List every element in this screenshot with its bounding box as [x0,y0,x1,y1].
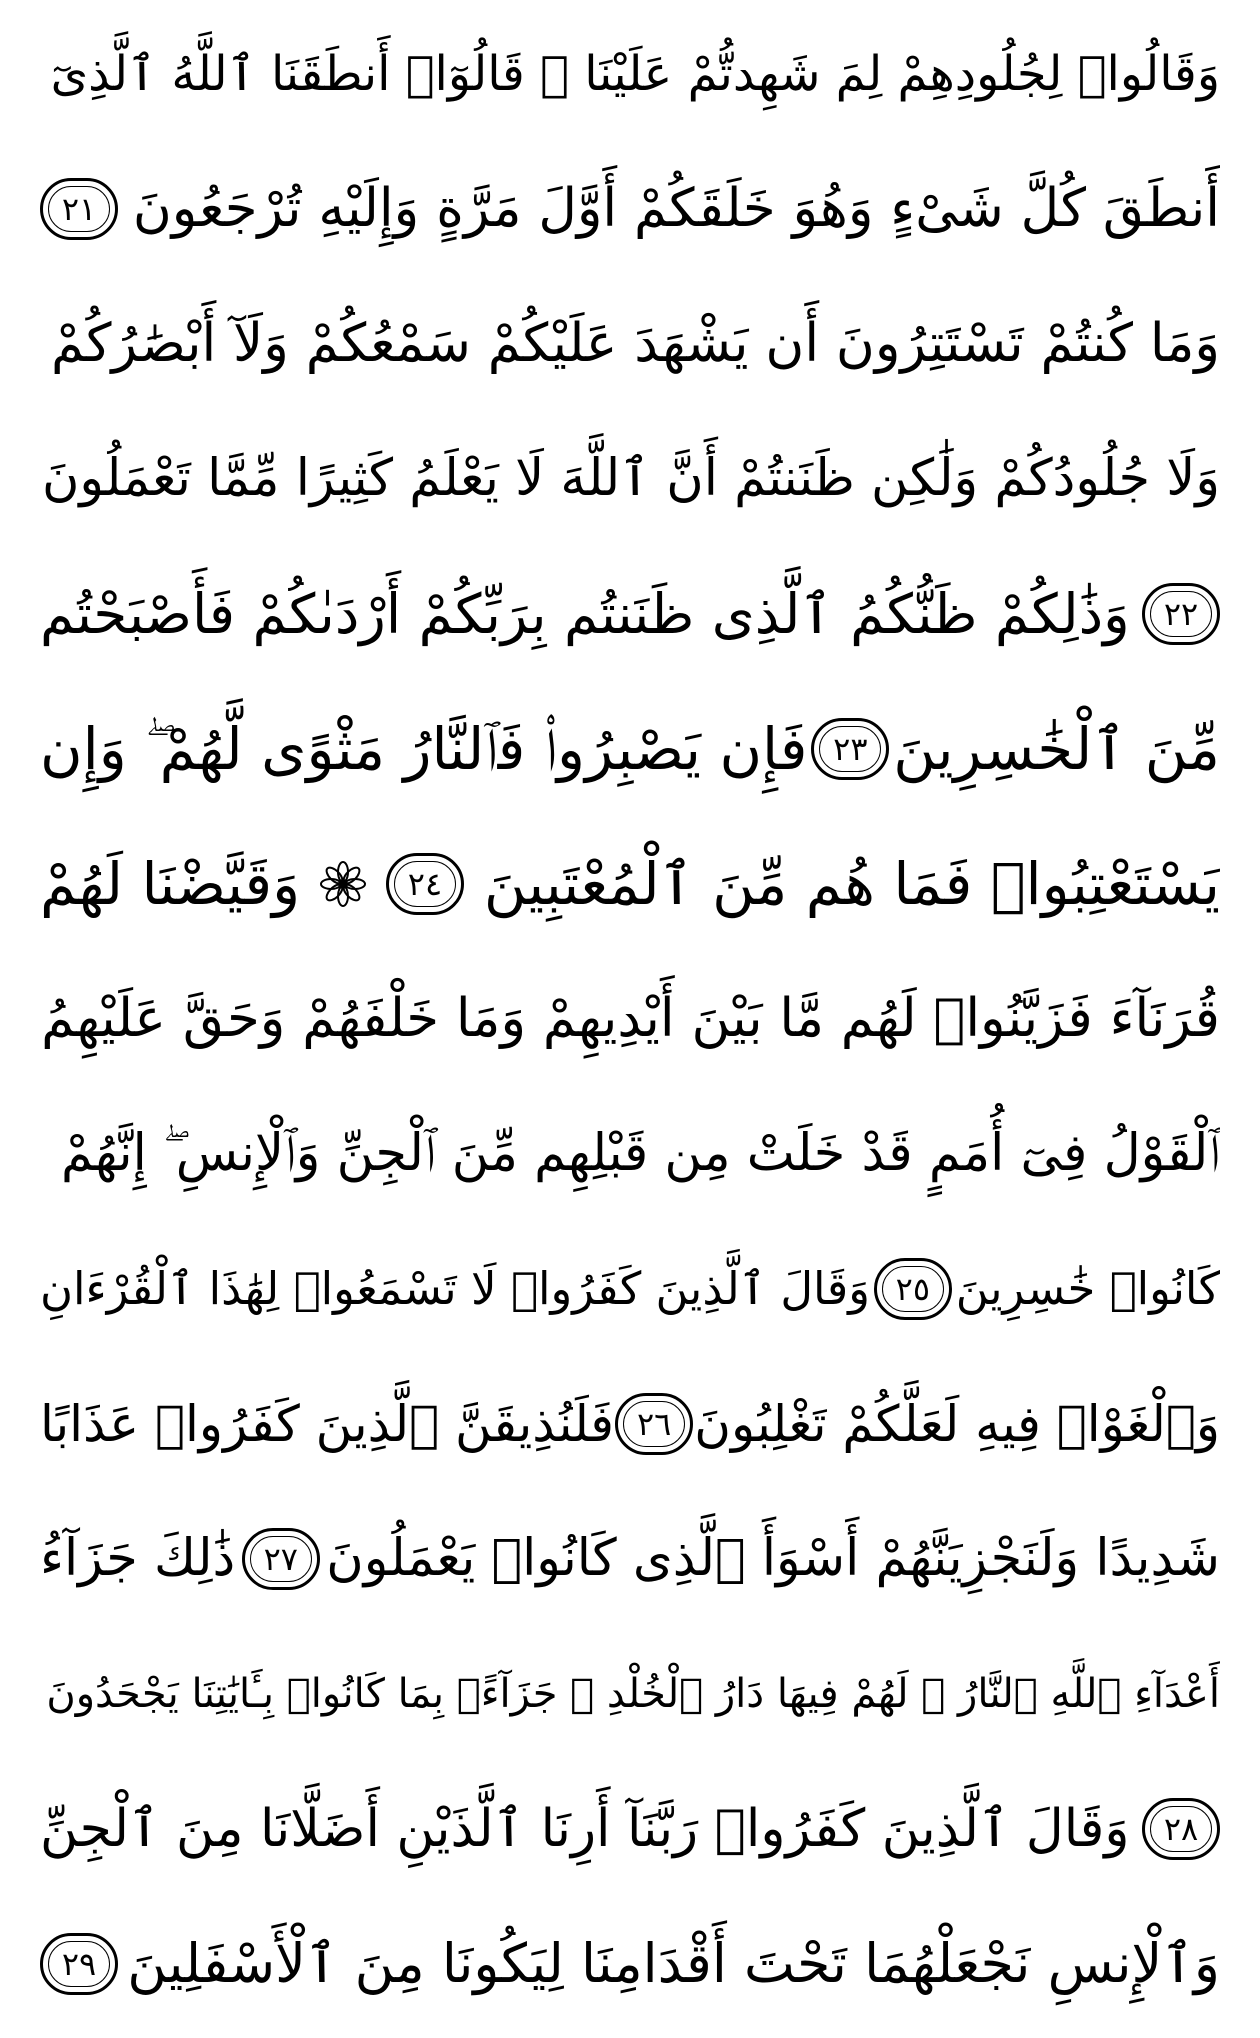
text-line [40,554,1220,674]
verse-text: وَقَالَ ٱلَّذِينَ كَفَرُوا۟ لَا تَسْمَعُوا۟ لِهَٰذَا ٱلْقُرْءَانِ [40,1262,870,1315]
ayah-number-marker [40,1933,118,1995]
ayah-number-marker [40,178,118,240]
verse-text: وَٱلْإِنسِ نَجْعَلْهُمَا تَحْتَ أَقْدَامِنَا لِيَكُونَا مِنَ ٱلْأَسْفَلِينَ [127,1932,1220,1995]
text-line [40,689,1220,809]
text-line [40,959,1220,1079]
ayah-number: ٢٤ [407,865,443,903]
verse-text: وَقَيَّضْنَا لَهُمْ [40,850,301,918]
verse-text: أَنطَقَ كُلَّ شَىْءٍ وَهُوَ خَلَقَكُمْ أَوَّلَ مَرَّةٍ وَإِلَيْهِ تُرْجَعُونَ [132,178,1220,239]
ayah-number-marker [615,1393,693,1455]
ayah-number: ٢٩ [61,1945,97,1983]
text-line [40,1769,1220,1889]
verse-text: يَسْتَعْتِبُوا۟ فَمَا هُم مِّنَ ٱلْمُعْتَبِينَ [483,850,1220,918]
text-lines [40,14,1220,2024]
ayah-number-marker [242,1528,320,1590]
ayah-number-marker [874,1258,952,1320]
text-line [40,1904,1220,2024]
verse-text: ذَٰلِكَ جَزَآءُ [40,1529,236,1588]
verse-text: وَقَالَ ٱلَّذِينَ كَفَرُوا۟ رَبَّنَآ أَرِنَا ٱلَّذَيْنِ أَضَلَّانَا مِنَ ٱلْجِنِّ [40,1799,1130,1859]
verse-text: ٱلْقَوْلُ فِىٓ أُمَمٍ قَدْ خَلَتْ مِن قَبْلِهِم مِّنَ ٱلْجِنِّ وَٱلْإِنسِ ۖ إِنَّهُمْ [60,1124,1220,1183]
text-line [40,284,1220,404]
ayah-number-marker [1142,583,1220,645]
verse-text: مِّنَ ٱلْخَٰسِرِينَ [893,715,1220,783]
ayah-number: ٢٣ [833,730,868,768]
text-line [40,149,1220,269]
text-line [40,1499,1220,1619]
ayah-number-marker [1142,1798,1220,1860]
ayah-number: ٢٨ [1163,1810,1199,1848]
hizb-flower-icon [320,861,366,907]
ayah-number: ٢٢ [1163,595,1199,633]
verse-text: فَلَنُذِيقَنَّ ٱلَّذِينَ كَفَرُوا۟ عَذَابًا [40,1395,615,1453]
ayah-number: ٢٥ [895,1270,931,1308]
verse-text: وَلَا جُلُودُكُمْ وَلَٰكِن ظَنَنتُمْ أَنَّ ٱللَّهَ لَا يَعْلَمُ كَثِيرًا مِّمَّا تَعْمَلُونَ [41,449,1220,508]
ayah-number-marker [811,718,889,780]
verse-text: أَعْدَآءِ ٱللَّهِ ٱلنَّارُ ۖ لَهُمْ فِيهَا دَارُ ٱلْخُلْدِ ۖ جَزَآءًۢ بِمَا كَانُوا۟ بِـَٔايَٰتِنَا يَجْحَدُونَ [46,1671,1220,1717]
text-line [40,1229,1220,1349]
ayah-number-marker [386,853,464,915]
ayah-number: ٢٦ [636,1405,672,1443]
verse-text: وَقَالُوا۟ لِجُلُودِهِمْ لِمَ شَهِدتُّمْ عَلَيْنَا ۖ قَالُوٓا۟ أَنطَقَنَا ٱللَّهُ ٱلَّذِىٓ [50,46,1220,102]
text-line [40,824,1220,944]
text-line [40,1364,1220,1484]
verse-text: فَإِن يَصْبِرُوا۟ فَٱلنَّارُ مَثْوًى لَّهُمْ ۖ وَإِن [40,715,808,783]
ayah-number: ٢١ [61,190,97,228]
verse-text: قُرَنَآءَ فَزَيَّنُوا۟ لَهُم مَّا بَيْنَ أَيْدِيهِمْ وَمَا خَلْفَهُمْ وَحَقَّ عَلَيْهِمُ [41,988,1220,1049]
text-line [40,419,1220,539]
verse-text: وَمَا كُنتُمْ تَسْتَتِرُونَ أَن يَشْهَدَ عَلَيْكُمْ سَمْعُكُمْ وَلَآ أَبْصَٰرُكُمْ [51,313,1220,374]
text-line [40,14,1220,134]
verse-text: وَذَٰلِكُمْ ظَنُّكُمُ ٱلَّذِى ظَنَنتُم بِرَبِّكُمْ أَرْدَىٰكُمْ فَأَصْبَحْتُم [40,582,1130,646]
verse-text: وَٱلْغَوْا۟ فِيهِ لَعَلَّكُمْ تَغْلِبُونَ [694,1395,1220,1453]
verse-text: كَانُوا۟ خَٰسِرِينَ [955,1262,1220,1315]
text-line [40,1634,1220,1754]
verse-text: شَدِيدًا وَلَنَجْزِيَنَّهُمْ أَسْوَأَ ٱلَّذِى كَانُوا۟ يَعْمَلُونَ [326,1529,1220,1588]
text-line [40,1094,1220,1214]
ayah-number: ٢٧ [263,1540,298,1578]
